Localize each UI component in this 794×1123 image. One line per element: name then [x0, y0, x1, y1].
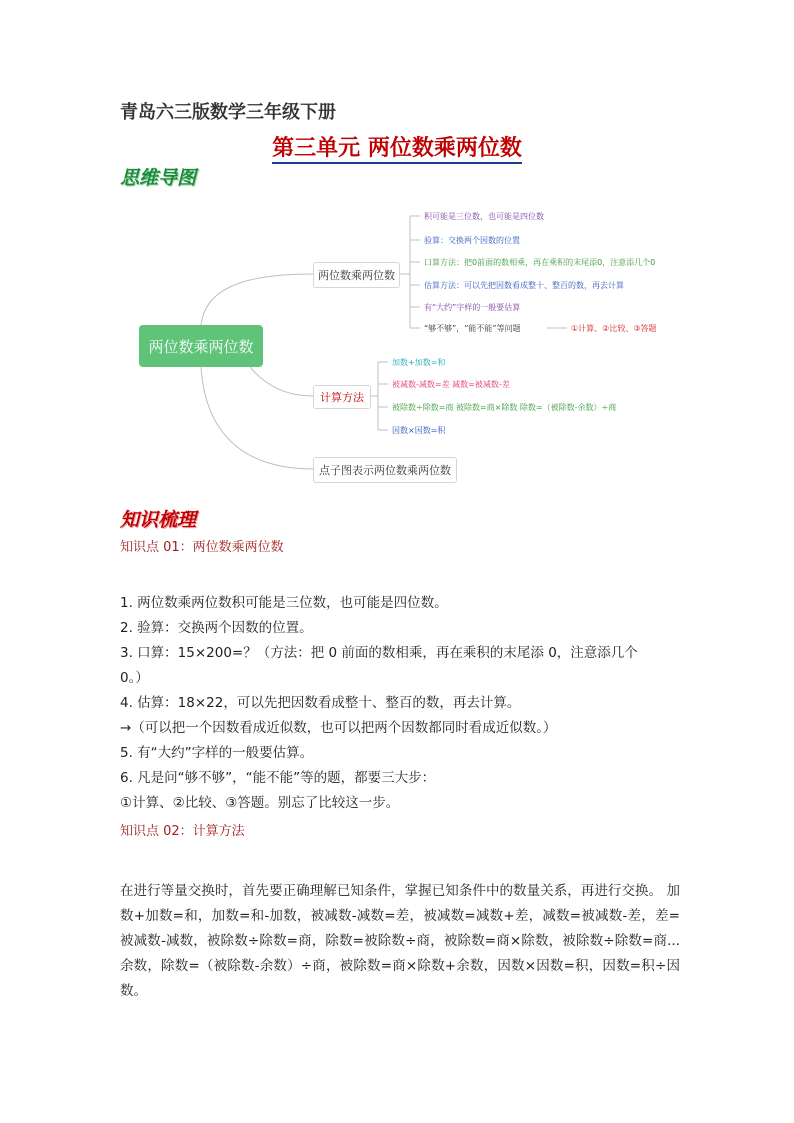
mindmap-connectors: [0, 0, 794, 520]
mindmap-leaf: 因数×因数=积: [392, 426, 446, 435]
kp1-line-1: 1. 两位数乘两位数积可能是三位数，也可能是四位数。: [120, 595, 448, 611]
mindmap-leaf: 口算方法：把0前面的数相乘，再在乘积的末尾添0，注意添几个0: [424, 258, 656, 267]
knowledge-point-1-title: 知识点 01：两位数乘两位数: [120, 540, 284, 555]
connector-branch1: [201, 274, 313, 325]
knowledge-section-label: 知识梳理: [120, 509, 197, 531]
kp1-line-4-note: →（可以把一个因数看成近似数，也可以把两个因数都同时看成近似数。）: [120, 720, 557, 736]
document-subtitle: 青岛六三版数学三年级下册: [120, 102, 336, 123]
kp2-paragraph: 在进行等量交换时，首先要正确理解已知条件，掌握已知条件中的数量关系，再进行交换。 加数+加数=和，加数=和-加数，被减数-减数=差，被减数=减数+差，减数=被减数-差，差=被减数-减数，被除数÷除数=商，除数=被除数÷商，被除数=商×除数，被除数÷除数=商... 余数，除数=（被除数-余数）÷商，被除数=商×除数+余数，因数×因数=积，因数=积÷因数。: [120, 883, 680, 999]
document-title-text: 第三单元 两位数乘两位数: [272, 135, 522, 164]
mindmap-branch-calculation: 计算方法: [313, 385, 371, 409]
mindmap-leaf-tail: ①计算、②比较、③答题: [571, 324, 657, 333]
mindmap-leaf: 加数+加数=和: [392, 358, 446, 367]
mindmap-leaf: 估算方法：可以先把因数看成整十、整百的数，再去计算: [424, 281, 624, 290]
knowledge-point-2-title: 知识点 02：计算方法: [120, 824, 245, 839]
kp1-line-6-steps: ①计算、②比较、③答题。别忘了比较这一步。: [120, 795, 400, 811]
mindmap-central-node: 两位数乘两位数: [139, 325, 263, 367]
mindmap-branch-dot-diagram: 点子图表示两位数乘两位数: [313, 457, 457, 483]
kp1-line-3: 3. 口算：15×200=？（方法：把 0 前面的数相乘，再在乘积的末尾添 0，注意添几个: [120, 645, 638, 661]
connector-branch3: [201, 367, 313, 469]
mindmap-leaf: “够不够”，“能不能”等问题: [424, 324, 521, 333]
kp1-line-3-cont: 0。）: [120, 670, 149, 686]
kp1-line-2: 2. 验算：交换两个因数的位置。: [120, 620, 313, 636]
mindmap-section-label: 思维导图: [120, 167, 197, 189]
mindmap-branch-multiplication: 两位数乘两位数: [313, 262, 400, 288]
kp1-line-6: 6. 凡是问“够不够”，“能不能”等的题，都要三大步：: [120, 770, 436, 786]
kp1-line-4: 4. 估算：18×22，可以先把因数看成整十、整百的数，再去计算。: [120, 695, 521, 711]
mindmap-leaf: 验算：交换两个因数的位置: [424, 236, 520, 245]
mindmap-leaf: 被除数÷除数=商 被除数=商×除数 除数=（被除数-余数）÷商: [392, 403, 617, 412]
connector-branch2: [250, 367, 313, 396]
mindmap-leaf: 积可能是三位数，也可能是四位数: [424, 212, 544, 221]
kp1-line-5: 5. 有“大约”字样的一般要估算。: [120, 745, 314, 761]
mindmap-leaf: 被减数-减数=差 减数=被减数-差: [392, 380, 510, 389]
mindmap-leaf: 有“大约”字样的一般要估算: [424, 303, 521, 312]
